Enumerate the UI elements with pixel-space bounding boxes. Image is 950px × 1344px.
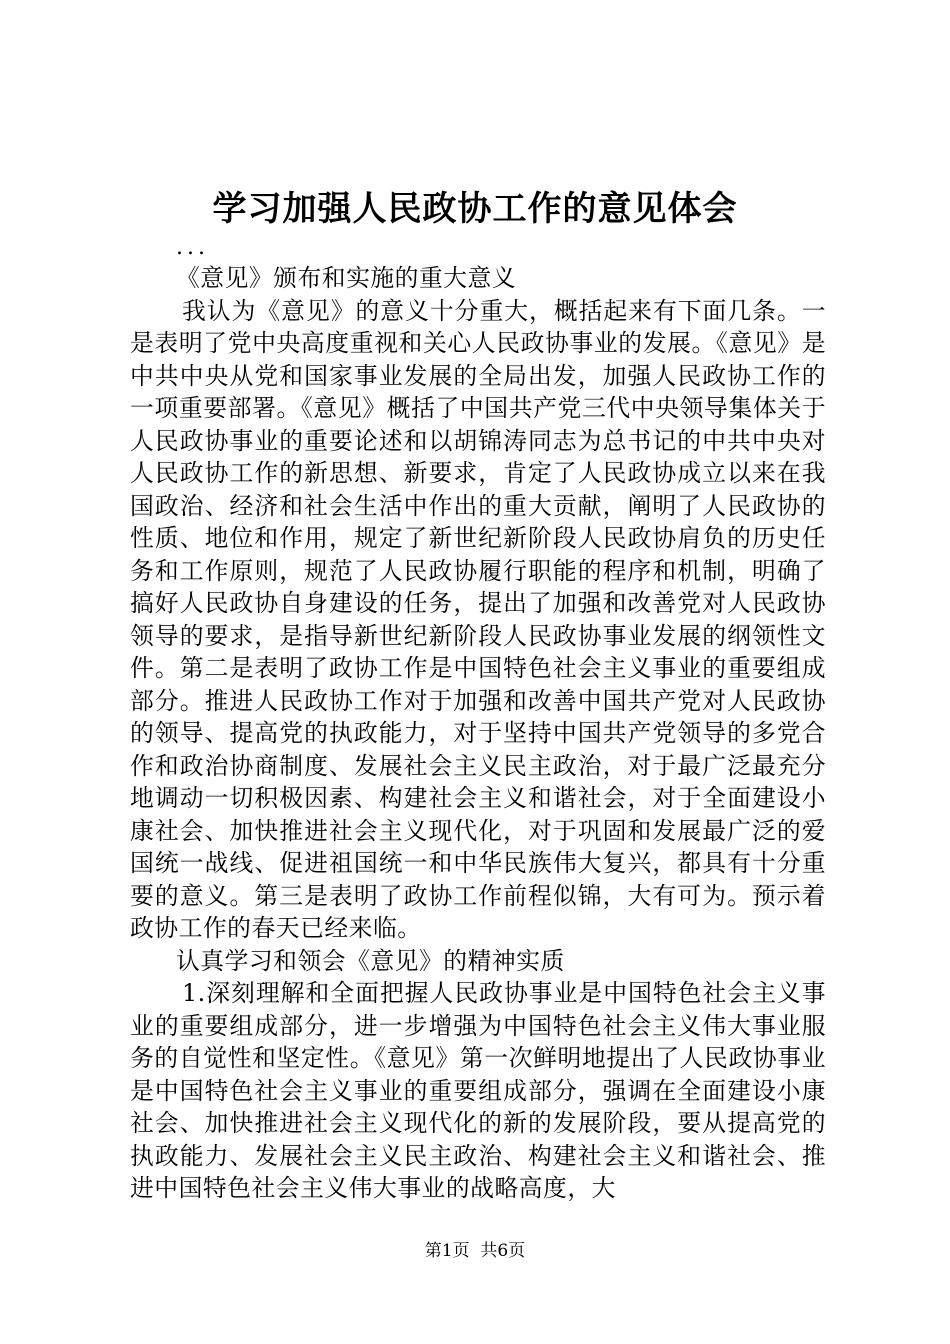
document-body bbox=[130, 262, 826, 1205]
paragraph-spirit: 1.深刻理解和全面把握人民政协事业是中国特色社会主义事业的重要组成部分，进一步增强为中国特色社会主义伟大事业服务的自觉性和坚定性。《意见》第一次鲜明地提出了人民政协事业是中国特色社会主义事业的重要组成部分，强调在全面建设小康社会、加快推进社会主义现代化的新的发展阶段，要从提高党的执政能力、发展社会主义民主政治、构建社会主义和谐社会、推进中国特色社会主义伟大事业的战略高度，大 bbox=[130, 979, 826, 1202]
document-title: 学习加强人民政协工作的意见体会 bbox=[212, 189, 738, 229]
page-footer: 第1页 共6页 bbox=[424, 1241, 526, 1261]
ellipsis-marker: ... bbox=[176, 235, 209, 260]
section-heading-significance: 《意见》颁布和实施的重大意义 bbox=[176, 264, 517, 292]
paragraph-significance: 我认为《意见》的意义十分重大，概括起来有下面几条。一是表明了党中央高度重视和关心人民政协事业的发展。《意见》是中共中央从党和国家事业发展的全局出发，加强人民政协工作的一项重要部署。《意见》概括了中国共产党三代中央领导集体关于人民政协事业的重要论述和以胡锦涛同志为总书记的中共中央对人民政协工作的新思想、新要求，肯定了人民政协成立以来在我国政治、经济和社会生活中作出的重大贡献，阐明了人民政协的性质、地位和作用，规定了新世纪新阶段人民政协肩负的历史任务和工作原则，规范了人民政协履行职能的程序和机制，明确了搞好人民政协自身建设的任务，提出了加强和改善党对人民政协领导的要求，是指导新世纪新阶段人民政协事业发展的纲领性文件。第二是表明了政协工作是中国特色社会主义事业的重要组成部分。推进人民政协工作对于加强和改善中国共产党对人民政协的领导、提高党的执政能力，对于坚持中国共产党领导的多党合作和政治协商制度、发展社会主义民主政治，对于最广泛最充分地调动一切积极因素、构建社会主义和谐社会，对于全面建设小康社会、加快推进社会主义现代化，对于巩固和发展最广泛的爱国统一战线、促进祖国统一和中华民族伟大复兴，都具有十分重要的意义。第三是表明了政协工作前程似锦，大有可为。预示着政协工作的春天已经来临。 bbox=[130, 296, 826, 942]
section-heading-spirit: 认真学习和领会《意见》的精神实质 bbox=[176, 946, 565, 975]
